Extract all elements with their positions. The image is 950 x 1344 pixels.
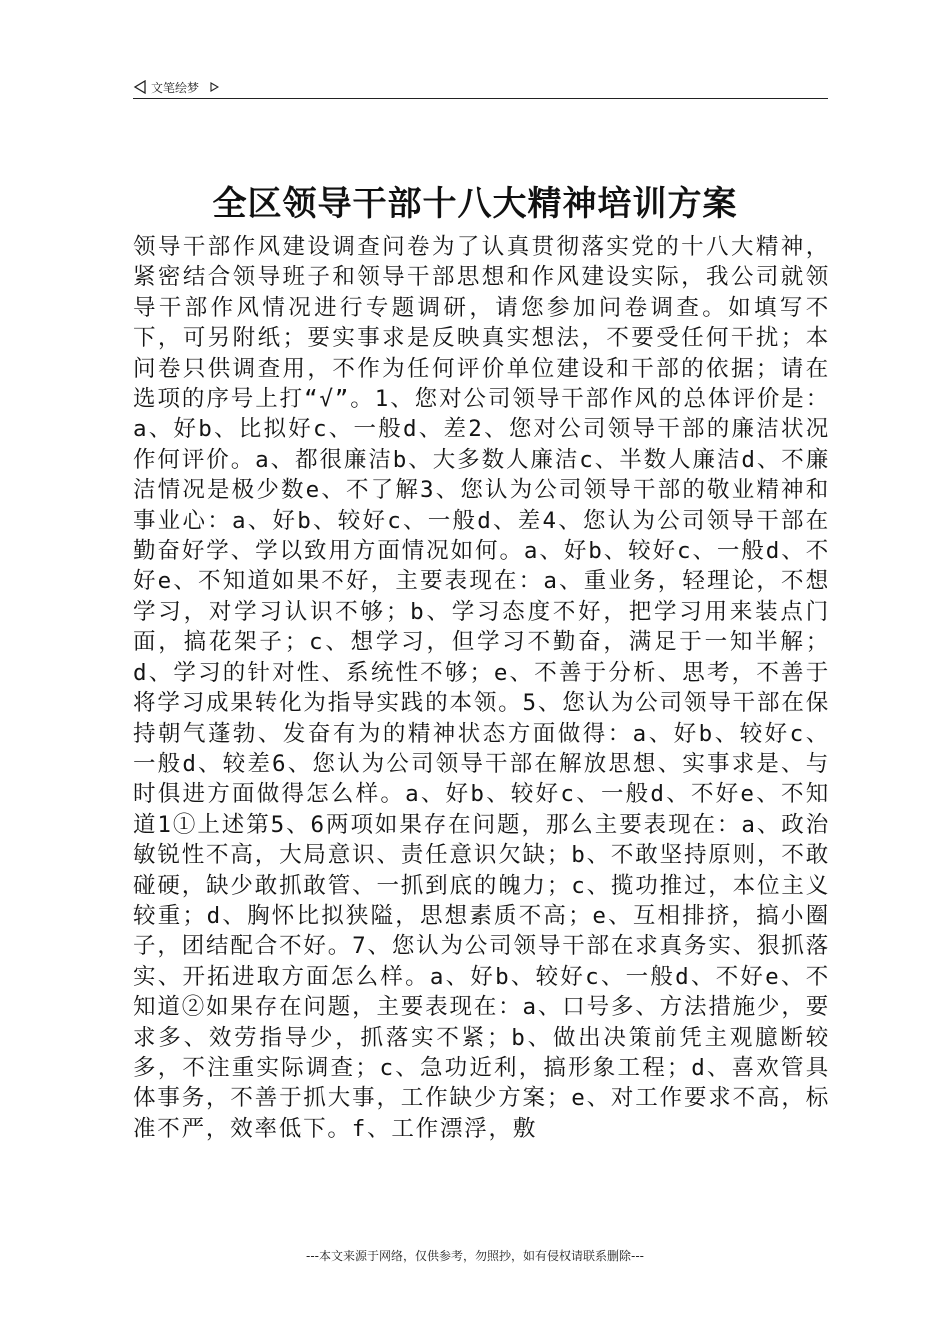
triangle-right-icon <box>209 82 219 92</box>
footer-disclaimer: ---本文来源于网络，仅供参考，勿照抄，如有侵权请联系删除--- <box>306 1249 644 1263</box>
page-header <box>133 76 828 99</box>
document-body: 领导干部作风建设调查问卷为了认真贯彻落实党的十八大精神，紧密结合领导班子和领导干部思想和作风建设实际，我公司就领导干部作风情况进行专题调研，请您参加问卷调查。如填写不下，可另附纸；要实事求是反映真实想法，不要受任何干扰；本问卷只供调查用，不作为任何评价单位建设和干部的依据；请在选项的序号上打“√”。1、您对公司领导干部作风的总体评价是：a、好b、比拟好c、一般d、差2、您对公司领导干部的廉洁状况作何评价。a、都很廉洁b、大多数人廉洁c、半数人廉洁d、不廉洁情况是极少数e、不了解3、您认为公司领导干部的敬业精神和事业心：a、好b、较好c、一般d、差4、您认为公司领导干部在勤奋好学、学以致用方面情况如何。a、好b、较好c、一般d、不好e、不知道如果不好，主要表现在：a、重业务，轻理论，不想学习，对学习认识不够；b、学习态度不好，把学习用来装点门面，搞花架子；c、想学习，但学习不勤奋，满足于一知半解；d、学习的针对性、系统性不够；e、不善于分析、思考，不善于将学习成果转化为指导实践的本领。5、您认为公司领导干部在保持朝气蓬勃、发奋有为的精神状态方面做得：a、好b、较好c、一般d、较差6、您认为公司领导干部在解放思想、实事求是、与时俱进方面做得怎么样。a、好b、较好c、一般d、不好e、不知道1①上述第5、6两项如果存在问题，那么主要表现在：a、政治敏锐性不高，大局意识、责任意识欠缺；b、不敢坚持原则，不敢碰硬，缺少敢抓敢管、一抓到底的魄力；c、揽功推过，本位主义较重；d、胸怀比拟狭隘，思想素质不高；e、互相排挤，搞小圈子，团结配合不好。7、您认为公司领导干部在求真务实、狠抓落实、开拓进取方面怎么样。a、好b、较好c、一般d、不好e、不知道②如果存在问题，主要表现在：a、口号多、方法措施少，要求多、效劳指导少，抓落实不紧；b、做出决策前凭主观臆断较多，不注重实际调查；c、急功近利，搞形象工程；d、喜欢管具体事务，不善于抓大事，工作缺少方案；e、对工作要求不高，标准不严，效率低下。f、工作漂浮，敷 <box>133 234 830 1142</box>
header-brand: 文笔绘梦 <box>151 80 200 95</box>
document-title: 全区领导干部十八大精神培训方案 <box>212 184 738 224</box>
triangle-left-icon <box>133 80 147 94</box>
